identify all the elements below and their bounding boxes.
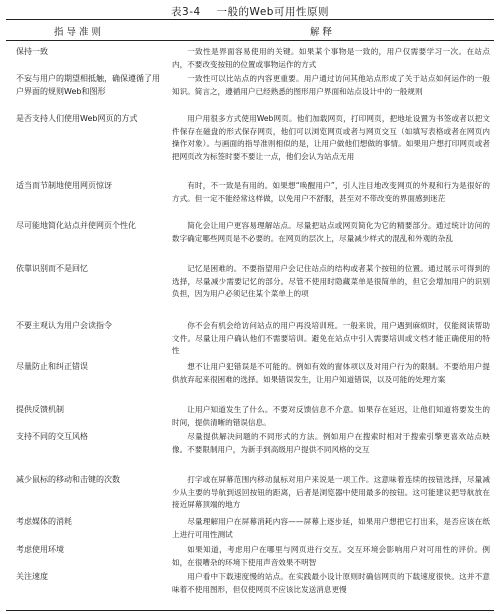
- principle-cell: 不妄与用户的期望相抵触，确保遵循了用户界面的规则Web和图形: [16, 74, 160, 96]
- principle-cell: 考虑媒体的消耗: [16, 517, 72, 526]
- explanation-cell: 有时，不一致是有用的。如果想“唤醒用户”，引人注目地改变网页的外观和行为是很好的方式。但一定不能经常这样做，以免用户不舒服，甚至对不带改变的界面感到迷茫: [172, 181, 490, 203]
- explanation-cell: 你不会有机会给访问站点的用户再没培训班。一般来说，用户遇到麻烦时，仅能阅读帮助文件。尽量让用户确认他们不需要培训。避免在站点中引入需要培训或文档才能正确使用的特性: [172, 321, 490, 355]
- principle-cell: 提供反馈机制: [16, 405, 64, 414]
- header-rule: [6, 40, 494, 41]
- explanation-cell: 用户看中下载速度慢的站点。在实践最小设计原则时确信网页的下载速度很快。这并不意味着不使用图形，但仅使网页不应该比发送消息更慢: [172, 572, 490, 594]
- explanation-cell: 让用户知道发生了什么。不要对反馈信息不介意。如果存在延迟，让他们知道将要发生的时间，提供清晰的错误信息。: [172, 405, 490, 427]
- explanation-cell: 尽量提供解决问题的不同形式的方法。例如用户在搜索时相对于搜索引擎更喜欢站点映像。不要限制用户，为新手到高级用户提供不同风格的交互: [172, 432, 490, 454]
- principle-cell: 减少鼠标的移动和击键的次数: [16, 475, 120, 484]
- principle-cell: 保持一致: [16, 47, 48, 56]
- header-explanation: 解释: [310, 27, 336, 38]
- principle-cell: 尽量防止和纠正错误: [16, 362, 88, 371]
- explanation-cell: 记忆是困难的。不要指望用户会记住站点的结构或者某个按钮的位置。通过展示可得到的选择，尽量减少需要记忆的部分。尽管不使用时隐藏菜单是很简单的，但它会增加用户的识别负担，因为用户必须记住某个菜单上的项: [172, 264, 490, 298]
- explanation-cell: 如果知道，考虑用户在哪里与网页进行交互。交互环境会影响用户对可用性的评价。例如，在很嘈杂的环境下使用声音效果不明智: [172, 545, 490, 567]
- table-caption: [0, 4, 500, 19]
- explanation-cell: 想不让用户犯错误是不可能的。例如有效的窗体项以及对用户行为的限制。不要给用户提供放弃起来很困难的选择。如果错误发生，让用户知道错误，以及可能的处理方案: [172, 362, 490, 384]
- explanation-cell: 尽量理解用户在屏幕消耗内容——屏幕上逐步延，如果用户想把它打出来，是否应该在纸上进行可用性测试: [172, 517, 490, 539]
- table-title: 一般的Web可用性原则: [216, 6, 329, 18]
- header-principle: 指导准则: [54, 27, 105, 38]
- principle-cell: 是否支持人们使用Web网页的方式: [16, 114, 138, 123]
- explanation-cell: 打字或在屏幕范围内移动鼠标对用户来说是一项工作。这意味着连续的按钮选择，尽量减少从主要的导航到返回按钮的距离，后者是浏览器中使用最多的按钮。这可能建议把导航放在接近屏幕顶端的地方: [172, 475, 490, 509]
- explanation-cell: 简化会让用户更容易理解站点。尽量把站点或网页简化为它的精要部分。通过统计访问的数字确定哪些网页是不必要的。在网页的层次上，尽量减少样式的混乱和外观的杂乱: [172, 221, 490, 243]
- principle-cell: 支持不同的交互风格: [16, 432, 88, 441]
- principle-cell: 尽可能地简化站点并使网页个性化: [16, 221, 136, 230]
- explanation-cell: 一致性是界面容易使用的关键。如果某个事物是一致的，用户仅需要学习一次。在站点内，不要改变按钮的位置或事物运作的方式: [172, 47, 490, 69]
- principle-cell: 考虑使用环境: [16, 545, 64, 554]
- bottom-rule: [6, 610, 494, 611]
- principle-cell: 依靠识别而不是回忆: [16, 264, 88, 273]
- principle-cell: 不要主观认为用户会读指令: [16, 321, 112, 330]
- explanation-cell: 一致性可以比站点的内容更重要。用户通过访问其他站点形成了关于站点如何运作的一般知识。简言之，遵循用户已经熟悉的图形用户界面和站点设计中的一般规则: [172, 74, 490, 96]
- top-rule: [6, 19, 494, 20]
- explanation-cell: 用户用很多方式使用Web网页。他们加载网页，打印网页，把地址设置为书签或者以把文件保存在磁盘的形式保存网页，他们可以浏览网页或者与网页交互（如填写表格或者在网页内操作对象）。与画面的指导准则相似的是，让用户做他们想做的事情。如果用户想打印网页或者把网页改为标签时要不要让一点，他们会认为站点无用: [172, 114, 490, 161]
- principle-cell: 适当而节制地使用网页惊讶: [16, 181, 112, 190]
- principle-cell: 关注速度: [16, 572, 48, 581]
- table-number: 表3-4: [171, 6, 201, 18]
